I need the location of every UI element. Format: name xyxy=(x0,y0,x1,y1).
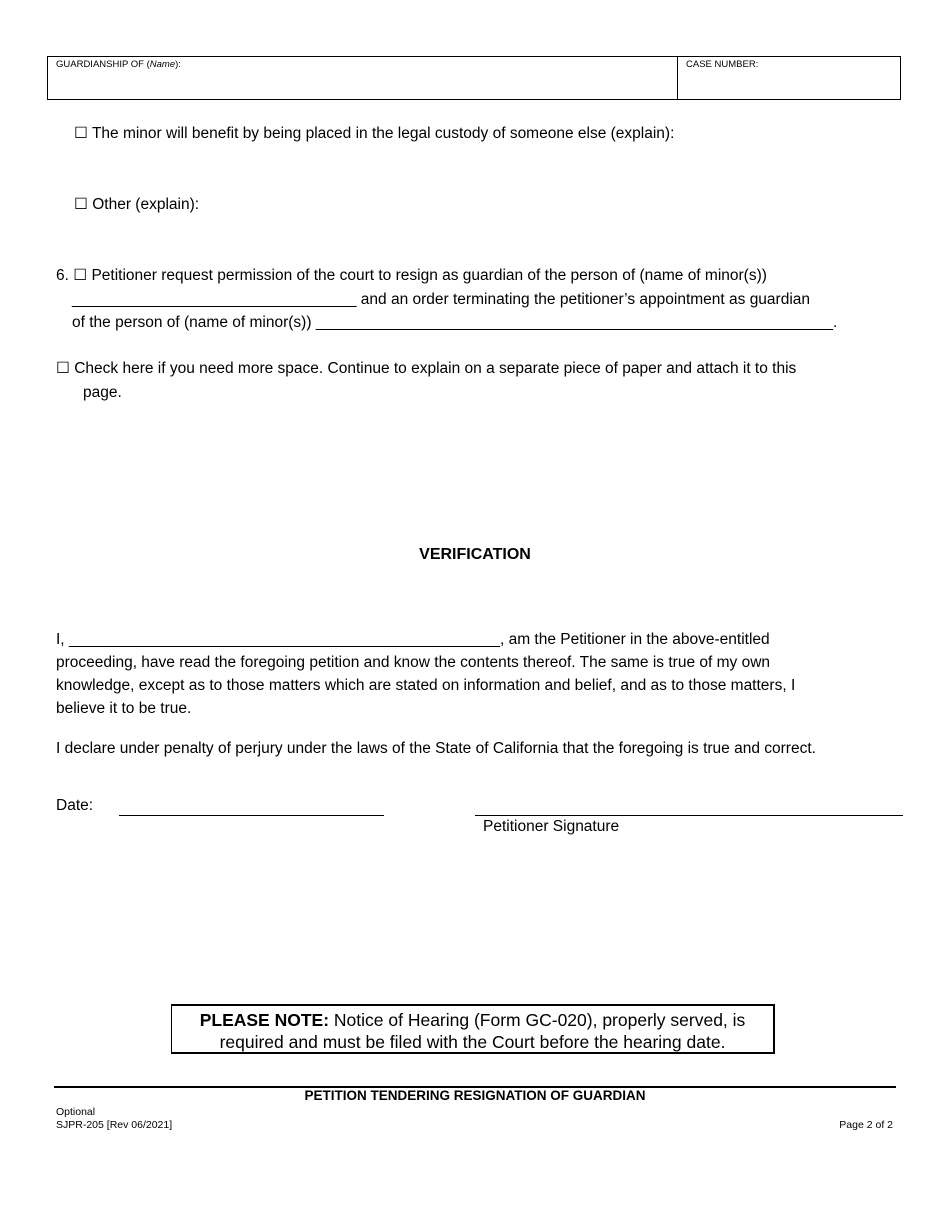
benefit-custody-item xyxy=(74,122,674,145)
case-number-field[interactable] xyxy=(678,57,900,99)
perjury-declaration: I declare under penalty of perjury under the laws of the State of California that the foregoing is true and correct. xyxy=(56,740,816,757)
signature-label: Petitioner Signature xyxy=(483,818,620,835)
more-space-text-cont: page. xyxy=(83,384,122,401)
item6-line3-text: of the person of (name of minor(s)) xyxy=(72,314,312,331)
verification-prefix: I, xyxy=(56,631,65,648)
verification-title: VERIFICATION xyxy=(419,546,531,563)
guardianship-of-field[interactable] xyxy=(48,57,678,99)
please-note-line2: required and must be filed with the Court before the hearing date. xyxy=(219,1032,726,1052)
verification-statement xyxy=(56,628,916,720)
item6-line2 xyxy=(72,288,810,311)
more-space-text: Check here if you need more space. Continue to explain on a separate piece of paper and attach it to this xyxy=(74,360,797,377)
other-item xyxy=(74,193,199,216)
item6-text: Petitioner request permission of the court to resign as guardian of the person of (name of minor(s)) xyxy=(91,267,767,284)
form-title: PETITION TENDERING RESIGNATION OF GUARDIAN xyxy=(304,1088,646,1103)
benefit-custody-checkbox[interactable]: ☐ xyxy=(74,125,88,142)
minor-name-blank-2[interactable]: ____________________________________________________________. xyxy=(315,314,838,331)
benefit-custody-text: The minor will benefit by being placed in the legal custody of someone else (explain): xyxy=(91,125,675,142)
more-space-checkbox[interactable]: ☐ xyxy=(56,360,70,377)
other-checkbox[interactable]: ☐ xyxy=(74,196,88,213)
minor-name-blank-1[interactable]: _________________________________ xyxy=(72,291,357,308)
please-note-line1: Notice of Hearing (Form GC-020), properly served, is xyxy=(333,1010,746,1030)
item6-line2-text: and an order terminating the petitioner’s appointment as guardian xyxy=(360,291,811,308)
page-number: Page 2 of 2 xyxy=(839,1119,893,1131)
case-number-label: CASE NUMBER: xyxy=(686,59,759,70)
verification-line1-suffix: , am the Petitioner in the above-entitled xyxy=(499,631,770,648)
item6-line1 xyxy=(56,264,767,287)
optional-label: Optional xyxy=(56,1106,96,1118)
other-text: Other (explain): xyxy=(92,196,200,213)
form-id: SJPR-205 [Rev 06/2021] xyxy=(56,1119,173,1131)
caption-header xyxy=(47,56,901,100)
date-label: Date: xyxy=(56,797,94,814)
please-note-box xyxy=(171,1004,775,1054)
item6-number: 6. xyxy=(56,267,69,284)
verification-line4: believe it to be true. xyxy=(56,700,192,717)
please-note-label: PLEASE NOTE: xyxy=(199,1010,330,1030)
more-space-item xyxy=(56,357,796,380)
item6-checkbox[interactable]: ☐ xyxy=(73,267,88,284)
date-line[interactable] xyxy=(119,815,384,816)
verification-line3: knowledge, except as to those matters which are stated on information and belief, and as to those matters, I xyxy=(56,677,796,694)
guardianship-of-label: GUARDIANSHIP OF (Name): xyxy=(56,59,181,70)
verification-line2: proceeding, have read the foregoing petition and know the contents thereof. The same is true of my own xyxy=(56,654,771,671)
petitioner-name-blank[interactable]: __________________________________________________ xyxy=(68,631,500,648)
item6-line3 xyxy=(72,311,837,334)
